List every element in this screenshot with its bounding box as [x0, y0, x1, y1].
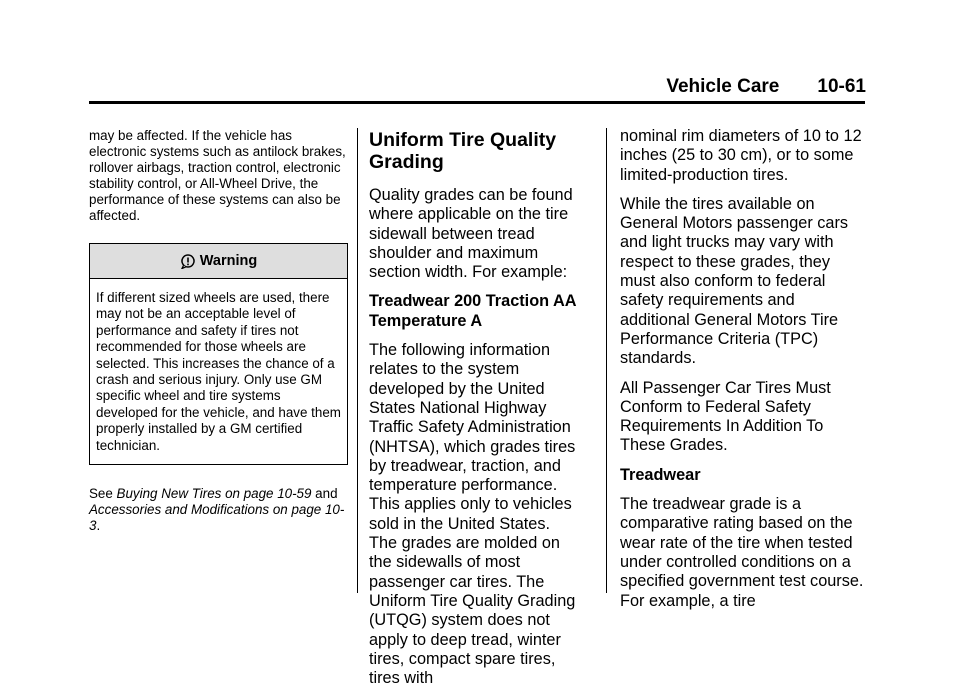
- warning-box: [89, 243, 348, 465]
- paragraph: All Passenger Car Tires Must Conform to Federal Safety Requirements In Addition To These Grades.: [620, 378, 831, 455]
- see-link-accessories[interactable]: Accessories and Modifications on page 10-3: [89, 502, 345, 534]
- see-also: [89, 486, 347, 534]
- header-rule: [89, 101, 865, 104]
- page-number: 10-61: [817, 76, 866, 97]
- see-prefix: See: [89, 486, 117, 502]
- column-3: [620, 127, 866, 611]
- warning-icon: [180, 253, 196, 269]
- section-heading: Uniform Tire Quality Grading: [369, 129, 557, 173]
- paragraph: The following information relates to the system developed by the United States National Highway Traffic Safety Administration (NHTSA), which grades tires by treadwear, traction, and temperature performance. This applies only to vehicles sold in the United States. The grades are molded on the sidewalls of most passenger car tires. The Uniform Tire Quality Grading (UTQG) system does not apply to deep tread, winter tires, compact spare tires, tires with: [369, 341, 576, 688]
- column-divider-2: [606, 128, 607, 593]
- warning-text: If different sized wheels are used, there may not be an acceptable level of performance and safety if tires not recommended for those wheels are selected. This increases the chance of a crash and serious injury. Only use GM specific wheel and tire systems developed for the vehicle, and have them properly installed by a GM certified technician.: [96, 290, 341, 453]
- warning-title: Warning: [199, 253, 258, 269]
- paragraph: While the tires available on General Motors passenger cars and light trucks may vary with respect to these grades, they must also conform to federal safety requirements and additional General Motors Tire Performance Criteria (TPC) standards.: [620, 194, 849, 368]
- see-link-buying-new-tires[interactable]: Buying New Tires on page 10-59: [116, 486, 312, 502]
- see-mid: and: [311, 486, 338, 502]
- column-2: [369, 128, 581, 688]
- column-divider-1: [357, 128, 358, 593]
- warning-header: [90, 244, 347, 279]
- example-line: Treadwear 200 Traction AA Temperature A: [369, 292, 576, 330]
- paragraph: nominal rim diameters of 10 to 12 inches (25 to 30 cm), or to some limited-production tires.: [620, 127, 862, 184]
- page-header: [0, 76, 866, 98]
- intro-paragraph: may be affected. If the vehicle has electronic systems such as antilock brakes, rollover airbags, traction control, electronic stability control, or All-Wheel Drive, the performance of these systems can also be affected.: [89, 128, 346, 223]
- see-suffix: .: [96, 518, 101, 534]
- subheading: Treadwear: [620, 465, 701, 484]
- section-title: Vehicle Care: [666, 76, 780, 97]
- paragraph: The treadwear grade is a comparative rating based on the wear rate of the tire when tested under controlled conditions on a specified government test course. For example, a tire: [620, 495, 864, 610]
- paragraph: Quality grades can be found where applicable on the tire sidewall between tread shoulder and maximum section width. For example:: [369, 186, 573, 282]
- column-1: [89, 128, 347, 534]
